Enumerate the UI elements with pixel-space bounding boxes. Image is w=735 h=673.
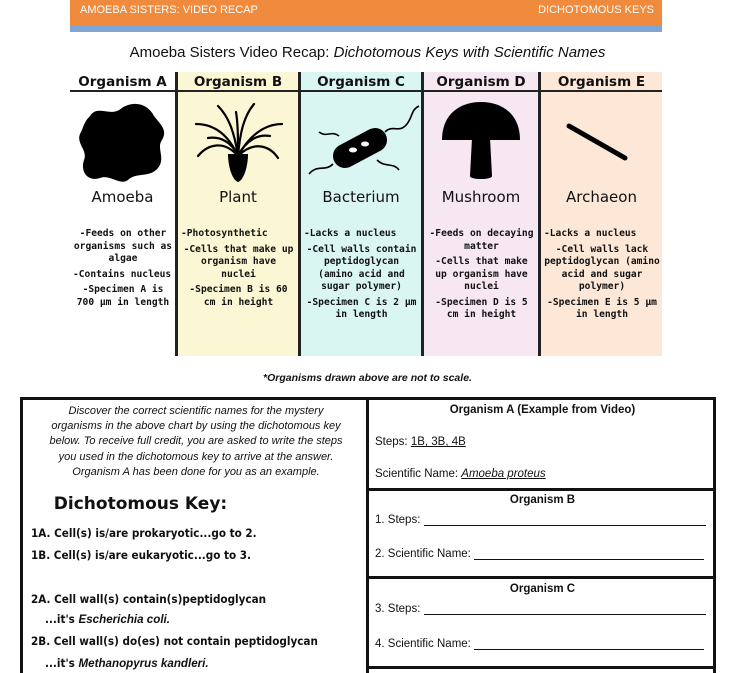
mushroom-icon [424,94,538,188]
organism-a-name: Scientific Name: Amoeba proteus [375,468,546,480]
organism-column-e [541,72,662,356]
organism-c-name-blank[interactable] [474,639,704,650]
answer-divider [369,666,716,669]
organism-b-steps: 1. Steps: [375,514,706,526]
organism-b-name-blank[interactable] [474,549,704,560]
organism-name: Amoeba [91,188,154,206]
organism-description: -Feeds on other organisms such as algae -Contains nucleus -Specimen A is 700 µm in length [73,228,173,308]
organism-column-a [70,72,175,356]
key-line-2b-result: ...it's Methanopyrus kandleri. [45,656,209,670]
organism-header: Organism B [193,74,283,90]
header-bar [70,0,662,26]
chart-header-divider [70,90,662,92]
organism-header: Organism A [78,74,167,90]
organism-description: -Lacks a nucleus -Cell walls lack peptidoglycan (amino acid and sugar polymer) -Specimen E is 5 µm in length [544,228,660,320]
worksheet-box [20,397,716,673]
scale-note: *Organisms drawn above are not to scale. [263,372,472,384]
organism-b-steps-blank[interactable] [424,515,706,526]
organism-chart [70,72,662,356]
organism-column-d [424,72,538,356]
instructions: Discover the correct scientific names for the mystery organisms in the above chart by using the dichotomous key below. To receive full credit, you are asked to write the steps you used in the dichotomous key to arrive at the answer. Organism A has been done for you as an example. [49,405,343,478]
organism-description: -Lacks a nucleus -Cell walls contain peptidoglycan (amino acid and sugar polymer) -Specimen C is 2 µm in length [304,228,417,320]
amoeba-icon [70,94,175,188]
organism-c-steps-blank[interactable] [424,604,706,615]
organism-b-heading: Organism B [509,494,576,506]
organism-column-b [178,72,298,356]
archaeon-icon [541,94,662,188]
key-line-2a: 2A. Cell wall(s) contain(s)peptidoglycan [31,592,267,606]
key-line-1a: 1A. Cell(s) is/are prokaryotic...go to 2. [31,526,257,540]
dichotomous-key-pane [23,400,366,673]
organism-name: Archaeon [566,188,637,206]
organism-header: Organism C [317,74,405,90]
key-line-2b: 2B. Cell wall(s) do(es) not contain peptidoglycan [31,634,318,648]
header-strip [70,26,662,32]
organism-a-heading: Organism A (Example from Video) [449,404,636,416]
key-title: Dichotomous Key: [53,494,228,514]
key-line-1b: 1B. Cell(s) is/are eukaryotic...go to 3. [31,548,252,562]
key-line-2a-result: ...it's Escherichia coli. [45,612,170,626]
organism-name: Mushroom [441,188,521,206]
organism-column-c [301,72,421,356]
column-divider [298,72,301,356]
page-title: Amoeba Sisters Video Recap: Dichotomous Keys with Scientific Names [129,44,606,61]
answer-divider [369,488,716,491]
organism-name: Plant [219,188,257,206]
organism-name: Bacterium [322,188,400,206]
plant-icon [178,94,298,188]
header-right-text: DICHOTOMOUS KEYS [538,4,654,16]
bacterium-icon [301,94,421,188]
organism-c-heading: Organism C [509,583,576,595]
column-divider [421,72,424,356]
header-left-text: AMOEBA SISTERS: VIDEO RECAP [80,4,258,16]
column-divider [175,72,178,356]
organism-description: -Photosynthetic -Cells that make up organism have nuclei -Specimen B is 60 cm in height [181,228,294,308]
organism-c-steps: 3. Steps: [375,603,706,615]
organism-c-name: 4. Scientific Name: [375,638,704,650]
organism-header: Organism E [557,74,646,90]
organism-a-steps: Steps: 1B, 3B, 4B [375,436,466,448]
answers-pane [369,400,716,673]
organism-header: Organism D [436,74,526,90]
column-divider [538,72,541,356]
answer-divider [369,576,716,579]
organism-description: -Feeds on decaying matter -Cells that make up organism have nuclei -Specimen D is 5 cm in height [429,228,534,320]
organism-b-name: 2. Scientific Name: [375,548,704,560]
